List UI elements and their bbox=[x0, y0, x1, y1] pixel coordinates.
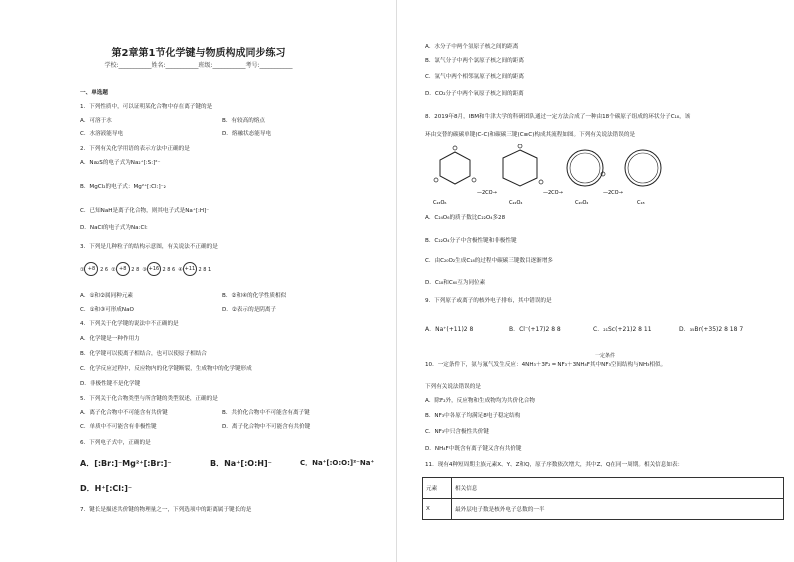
arrow-2: —2CO→ bbox=[543, 190, 563, 196]
particle-4: ④ +11 2 8 1 bbox=[178, 267, 211, 273]
question-line: B．化学键可以使离子相结合，也可以使原子相结合 bbox=[80, 351, 207, 357]
q9-option-b: B．Cl⁻(+17)2 8 8 bbox=[509, 326, 561, 333]
question-line: 2．下列有关化学用语的表示方法中正确的是 bbox=[80, 146, 190, 152]
molecule-c22o4 bbox=[503, 144, 543, 186]
option-line: B．有较高的熔点 bbox=[222, 118, 265, 124]
question-line: C．水溶液能导电 bbox=[80, 131, 124, 137]
question-line: 1．下列性质中，可以证明某化合物中存在离子键的是 bbox=[80, 104, 213, 110]
label-c18: C₁₈ bbox=[637, 200, 645, 206]
question-line: 8．2019年8月，IBM和牛津大学的科研团队通过一定方法合成了一种由18个碳原子组成的环状分子C₁₈，该 bbox=[425, 114, 691, 120]
question-line: A．C₂₄O₆的质子数比C₂₂O₄多28 bbox=[425, 215, 506, 221]
molecule-c20o2 bbox=[567, 150, 605, 186]
molecule-c24o6 bbox=[434, 146, 476, 184]
option-line: B．共价化合物中不可能含有离子键 bbox=[222, 410, 310, 416]
page-title: 第2章第1节化学键与物质构成同步练习 bbox=[111, 48, 286, 59]
option-line: D．②表示的是阴离子 bbox=[222, 307, 277, 313]
question-line: 5．下列关于化合物类型与所含键的类型叙述，正确的是 bbox=[80, 396, 218, 402]
question-line: D．C₁₈和C₆₀互为同位素 bbox=[425, 280, 486, 286]
particle-1: ① +8 2 6 bbox=[80, 267, 108, 273]
question-line: A．①和②属同种元素 bbox=[80, 293, 134, 299]
question-line: 3．下列是几种粒子的结构示意图，有关说法不正确的是 bbox=[80, 244, 218, 250]
question-line: C．①和③可形成NaO bbox=[80, 307, 134, 313]
table-header-cell: 相关信息 bbox=[452, 478, 784, 499]
question-line: B．NF₃中各原子均满足8电子稳定结构 bbox=[425, 413, 521, 419]
q9-option-a: A．Na⁺(+11)2 8 bbox=[425, 326, 474, 333]
question-line: B．MgCl₂的电子式：Mg²⁺[:Cl:]⁻₂ bbox=[80, 184, 166, 190]
question-line: B．氯气分子中两个氯原子核之间的距离 bbox=[425, 58, 524, 64]
table-header-cell: 元素 bbox=[423, 478, 452, 499]
c18-synthesis-diagram bbox=[425, 144, 665, 208]
molecule-c18 bbox=[625, 150, 661, 186]
question-line: C．已知NaH是离子化合物，则其电子式是Na⁺[:H]⁻ bbox=[80, 208, 210, 214]
element-info-table bbox=[422, 477, 784, 520]
question-line: C．单质中不可能含有非极性键 bbox=[80, 424, 157, 430]
question-line: 4．下列关于化学键的说法中不正确的是 bbox=[80, 321, 179, 327]
table-cell: X bbox=[423, 499, 452, 520]
q6-option-c: C．Na⁺[:O:O:]²⁻Na⁺ bbox=[300, 459, 375, 467]
question-line: D．非极性键不是化学键 bbox=[80, 381, 141, 387]
option-line: D．熔融状态能导电 bbox=[222, 131, 272, 137]
reaction-condition: 一定条件 bbox=[595, 353, 616, 359]
question-line: D．NH₄F中既含有离子键又含有共价键 bbox=[425, 446, 522, 452]
question-line: D．NaCl的电子式为Na:Cl: bbox=[80, 225, 148, 231]
arrow-1: —2CO→ bbox=[477, 190, 497, 196]
q9-option-d: D．₃₅Br(+35)2 8 18 7 bbox=[679, 326, 744, 333]
question-line: A．化学键是一种作用力 bbox=[80, 336, 140, 342]
q6-option-d: D．H⁺[:Cl:]⁻ bbox=[80, 484, 133, 493]
table-header-row bbox=[423, 478, 784, 499]
option-line: D．离子化合物中不可能含有共价键 bbox=[222, 424, 311, 430]
question-line: A．离子化合物中不可能含有共价键 bbox=[80, 410, 168, 416]
question-line: 7．键长是描述共价键的物理量之一，下列选项中的距离属于键长的是 bbox=[80, 507, 252, 513]
question-line: 9．下列原子或离子的核外电子排布，其中错误的是 bbox=[425, 298, 552, 304]
question-line: C．化学反应过程中，反应物内的化学键断裂，生成物中的化学键形成 bbox=[80, 366, 252, 372]
option-line: B．②和④的化学性质相似 bbox=[222, 293, 287, 299]
q6-option-b: B．Na⁺[:O:H]⁻ bbox=[210, 459, 272, 468]
label-c24o6: C₂₄O₆ bbox=[433, 200, 447, 206]
question-line: 环由交替的碳碳单键(C-C)和碳碳三键(C≡C)构成其流程如图。下列有关说法错误的是 bbox=[425, 132, 636, 138]
question-line: 10．一定条件下，氨与氟气发生反应：4NH₃＋3F₂ ═ NF₃＋3NH₄F其中NF₃空间结构与NH₃相似。 bbox=[425, 362, 667, 368]
section-heading: 一、单选题 bbox=[80, 90, 108, 96]
label-c20o2: C₂₀O₂ bbox=[575, 200, 589, 206]
particle-diagrams bbox=[80, 262, 211, 276]
particle-2: ② +8 2 8 bbox=[111, 267, 139, 273]
question-line: 6．下列电子式中，正确的是 bbox=[80, 440, 151, 446]
question-line: A．水分子中两个氢原子核之间的距离 bbox=[425, 44, 519, 50]
question-line: 下列有关说法错误的是 bbox=[425, 384, 481, 390]
table-row bbox=[423, 499, 784, 520]
question-line: A．Na₂S的电子式为Na₂⁺[:S:]²⁻ bbox=[80, 160, 161, 166]
label-c22o4: C₂₂O₄ bbox=[509, 200, 523, 206]
q6-option-a: A．[:Br:]⁻Mg²⁺[:Br:]⁻ bbox=[80, 459, 172, 468]
question-line: B．C₂₂O₄分子中含极性键和非极性键 bbox=[425, 238, 517, 244]
question-line: C．由C₂₀O₂生成C₁₈的过程中碳碳三键数目逐渐增多 bbox=[425, 258, 554, 264]
question-line: A．除F₂外，反应物和生成物均为共价化合物 bbox=[425, 398, 535, 404]
question-line: C．氩气中两个相邻氩原子核之间的距离 bbox=[425, 74, 525, 80]
q9-option-c: C．₂₁Sc(+21)2 8 11 bbox=[593, 326, 652, 333]
particle-3: ③ +16 2 8 6 bbox=[142, 267, 175, 273]
table-cell: 最外层电子数是核外电子总数的一半 bbox=[452, 499, 784, 520]
question-line: D．CO₂分子中两个氧原子核之间的距离 bbox=[425, 91, 524, 97]
question-line: A．可溶于水 bbox=[80, 118, 112, 124]
question-line: 11．现有4种短周期主族元素X、Y、Z和Q，原子序数依次增大，其中Z、Q在同一周期。相关信息如表： bbox=[425, 462, 684, 468]
question-line: C．NF₃中只含极性共价键 bbox=[425, 429, 489, 435]
arrow-3: —2CO→ bbox=[603, 190, 623, 196]
student-info-line: 学校:___________姓名:___________班级:___________考号:___________ bbox=[104, 62, 293, 69]
